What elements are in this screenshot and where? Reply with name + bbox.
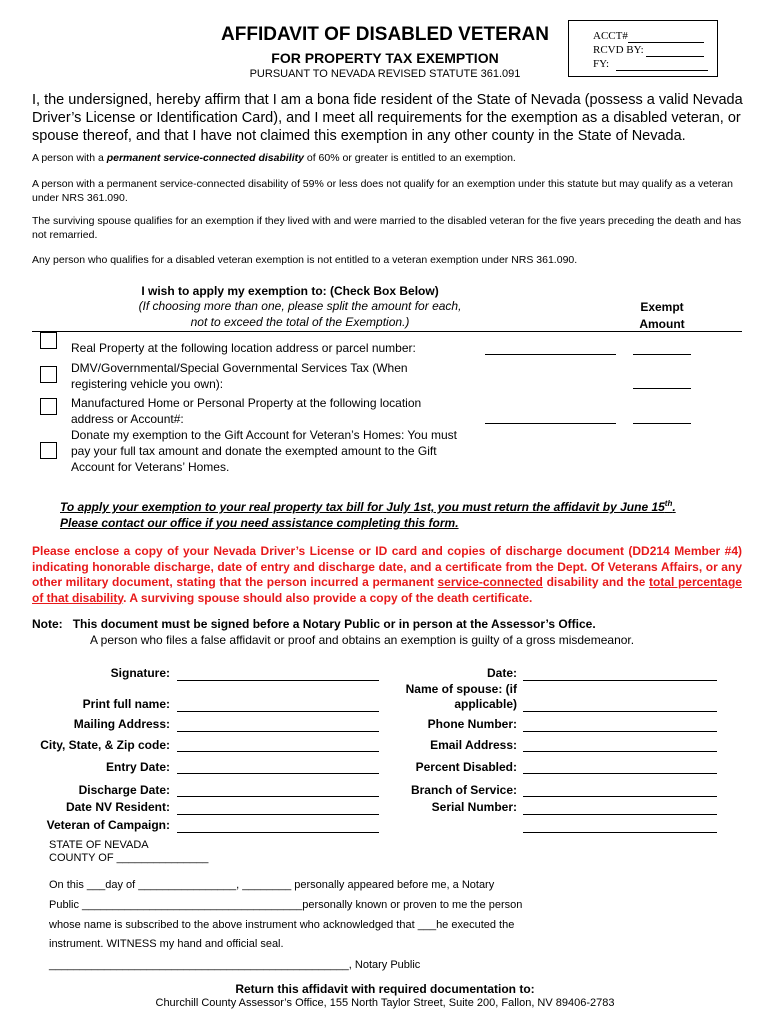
acct-label: ACCT# bbox=[593, 30, 628, 42]
form-subtitle: FOR PROPERTY TAX EXEMPTION bbox=[271, 50, 499, 66]
percent-disabled-field[interactable] bbox=[523, 773, 717, 774]
notary-county: COUNTY OF _______________ bbox=[49, 852, 209, 864]
assessor-address: Churchill County Assessor’s Office, 155 North Taylor Street, Suite 200, Fallon, NV 89406-2783 bbox=[155, 997, 615, 1009]
percent-disabled-label: Percent Disabled: bbox=[415, 760, 517, 774]
option-real-property: Real Property at the following location address or parcel number: bbox=[71, 341, 416, 355]
checkbox-gift-account[interactable] bbox=[40, 442, 57, 459]
option-manufactured-home: Manufactured Home or Personal Property at the following location address or Account#: bbox=[71, 396, 422, 426]
rcvd-label: RCVD BY: bbox=[593, 44, 644, 56]
city-state-zip-label: City, State, & Zip code: bbox=[40, 738, 170, 752]
date-nv-resident-field[interactable] bbox=[177, 814, 379, 815]
exemption-instruction: (If choosing more than one, please split the amount for each, not to exceed the total of the Exemption.) bbox=[138, 299, 462, 329]
mailing-address-field[interactable] bbox=[177, 731, 379, 732]
extra-line-field[interactable] bbox=[523, 832, 717, 833]
spouse-name-label: Name of spouse: (if applicable) bbox=[405, 682, 517, 711]
date-nv-resident-label: Date NV Resident: bbox=[65, 800, 170, 814]
phone-number-field[interactable] bbox=[523, 731, 717, 732]
entry-date-label: Entry Date: bbox=[105, 760, 170, 774]
manufactured-home-amount-field[interactable] bbox=[633, 423, 691, 424]
print-name-field[interactable] bbox=[177, 711, 379, 712]
manufactured-home-location-field[interactable] bbox=[485, 423, 616, 424]
mailing-address-label: Mailing Address: bbox=[73, 717, 170, 731]
dmv-amount-field[interactable] bbox=[633, 388, 691, 389]
veteran-of-campaign-field[interactable] bbox=[177, 832, 379, 833]
branch-of-service-label: Branch of Service: bbox=[410, 783, 517, 797]
exclusion-paragraph: Any person who qualifies for a disabled veteran exemption is not entitled to a veteran exemption under NRS 361.090. bbox=[32, 254, 578, 266]
email-address-label: Email Address: bbox=[430, 738, 517, 752]
exempt-amount-header: Exempt Amount bbox=[639, 300, 685, 331]
notary-line-2: Public ____________________________________personally known or proven to me the person bbox=[49, 899, 523, 911]
serial-number-field[interactable] bbox=[523, 814, 717, 815]
option-gift-account: Donate my exemption to the Gift Account for Veteran’s Homes: You must pay your full tax amount and donate the exempted amount to the Gift Account for Veterans’ Homes. bbox=[71, 428, 457, 474]
section-divider bbox=[32, 331, 742, 332]
apply-deadline-notice: To apply your exemption to your real property tax bill for July 1st, you must return the affidavit by June 15th. Please contact our office if you need assistance completing this form. bbox=[60, 499, 676, 530]
office-use-box bbox=[568, 20, 718, 77]
discharge-date-field[interactable] bbox=[177, 796, 379, 797]
branch-of-service-field[interactable] bbox=[523, 796, 717, 797]
fy-label: FY: bbox=[593, 58, 610, 70]
surviving-spouse-paragraph: The surviving spouse qualifies for an exemption if they lived with and were married to the disabled veteran for the five years preceding the death and has not remarried. bbox=[32, 215, 742, 241]
notary-note: Note: This document must be signed before a Notary Public or in person at the Assessor’s Office. A person who files a false affidavit or proof and obtains an exemption is guilty of a gross misdemeanor. bbox=[32, 617, 635, 647]
date-label: Date: bbox=[486, 666, 517, 680]
spouse-name-field[interactable] bbox=[523, 711, 717, 712]
non-qualify-paragraph: A person with a permanent service-connected disability of 59% or less does not qualify for an exemption under this statute but may qualify as a veteran under NRS 361.090. bbox=[32, 178, 733, 204]
email-address-field[interactable] bbox=[523, 751, 717, 752]
exemption-heading: I wish to apply my exemption to: (Check Box Below) bbox=[141, 284, 439, 298]
date-field[interactable] bbox=[523, 680, 717, 681]
eligibility-paragraph: A person with a permanent service-connected disability of 60% or greater is entitled to an exemption. bbox=[32, 152, 516, 164]
signature-field[interactable] bbox=[177, 680, 379, 681]
notary-line-4: instrument. WITNESS my hand and official seal. bbox=[49, 938, 284, 950]
fy-field[interactable] bbox=[616, 70, 708, 71]
statute-line: PURSUANT TO NEVADA REVISED STATUTE 361.091 bbox=[249, 68, 521, 80]
signature-label: Signature: bbox=[110, 666, 170, 680]
serial-number-label: Serial Number: bbox=[431, 800, 517, 814]
city-state-zip-field[interactable] bbox=[177, 751, 379, 752]
documentation-notice: Please enclose a copy of your Nevada Driver’s License or ID card and copies of discharge document (DD214 Member #4) indicating honorable discharge, date of entry and discharge date, and a certificate from the Dept. Of Veterans Affairs, or any other military document, stating that the person incurred a permanent service-connected disability and the total percentage of that disability. A surviving spouse should also provide a copy of the death certificate. bbox=[32, 544, 742, 605]
phone-number-label: Phone Number: bbox=[427, 717, 517, 731]
real-property-location-field[interactable] bbox=[485, 354, 616, 355]
notary-signature-line[interactable]: _________________________________________________, Notary Public bbox=[49, 959, 421, 971]
return-instruction: Return this affidavit with required documentation to: bbox=[235, 982, 535, 996]
checkbox-real-property[interactable] bbox=[40, 332, 57, 349]
affirmation-text: I, the undersigned, hereby affirm that I am a bona fide resident of the State of Nevada (possess a valid Nevada Driver’s License or Identification Card), and I meet all requirements for the exemption as a disabled veteran, or spouse thereof, and that I have not claimed this exemption in any other county in the State of Nevada. bbox=[32, 92, 743, 144]
discharge-date-label: Discharge Date: bbox=[78, 783, 170, 797]
notary-state: STATE OF NEVADA bbox=[49, 839, 149, 851]
real-property-amount-field[interactable] bbox=[633, 354, 691, 355]
veteran-of-campaign-label: Veteran of Campaign: bbox=[46, 818, 170, 832]
option-dmv-tax: DMV/Governmental/Special Governmental Services Tax (When registering vehicle you own): bbox=[71, 361, 408, 391]
notary-line-1: On this ___day of ________________, ________ personally appeared before me, a Notary bbox=[49, 879, 495, 891]
print-name-label: Print full name: bbox=[82, 697, 170, 711]
checkbox-manufactured-home[interactable] bbox=[40, 398, 57, 415]
notary-line-3: whose name is subscribed to the above instrument who acknowledged that ___he executed the bbox=[49, 919, 515, 931]
checkbox-dmv-tax[interactable] bbox=[40, 366, 57, 383]
form-title: AFFIDAVIT OF DISABLED VETERAN bbox=[221, 24, 549, 45]
entry-date-field[interactable] bbox=[177, 773, 379, 774]
